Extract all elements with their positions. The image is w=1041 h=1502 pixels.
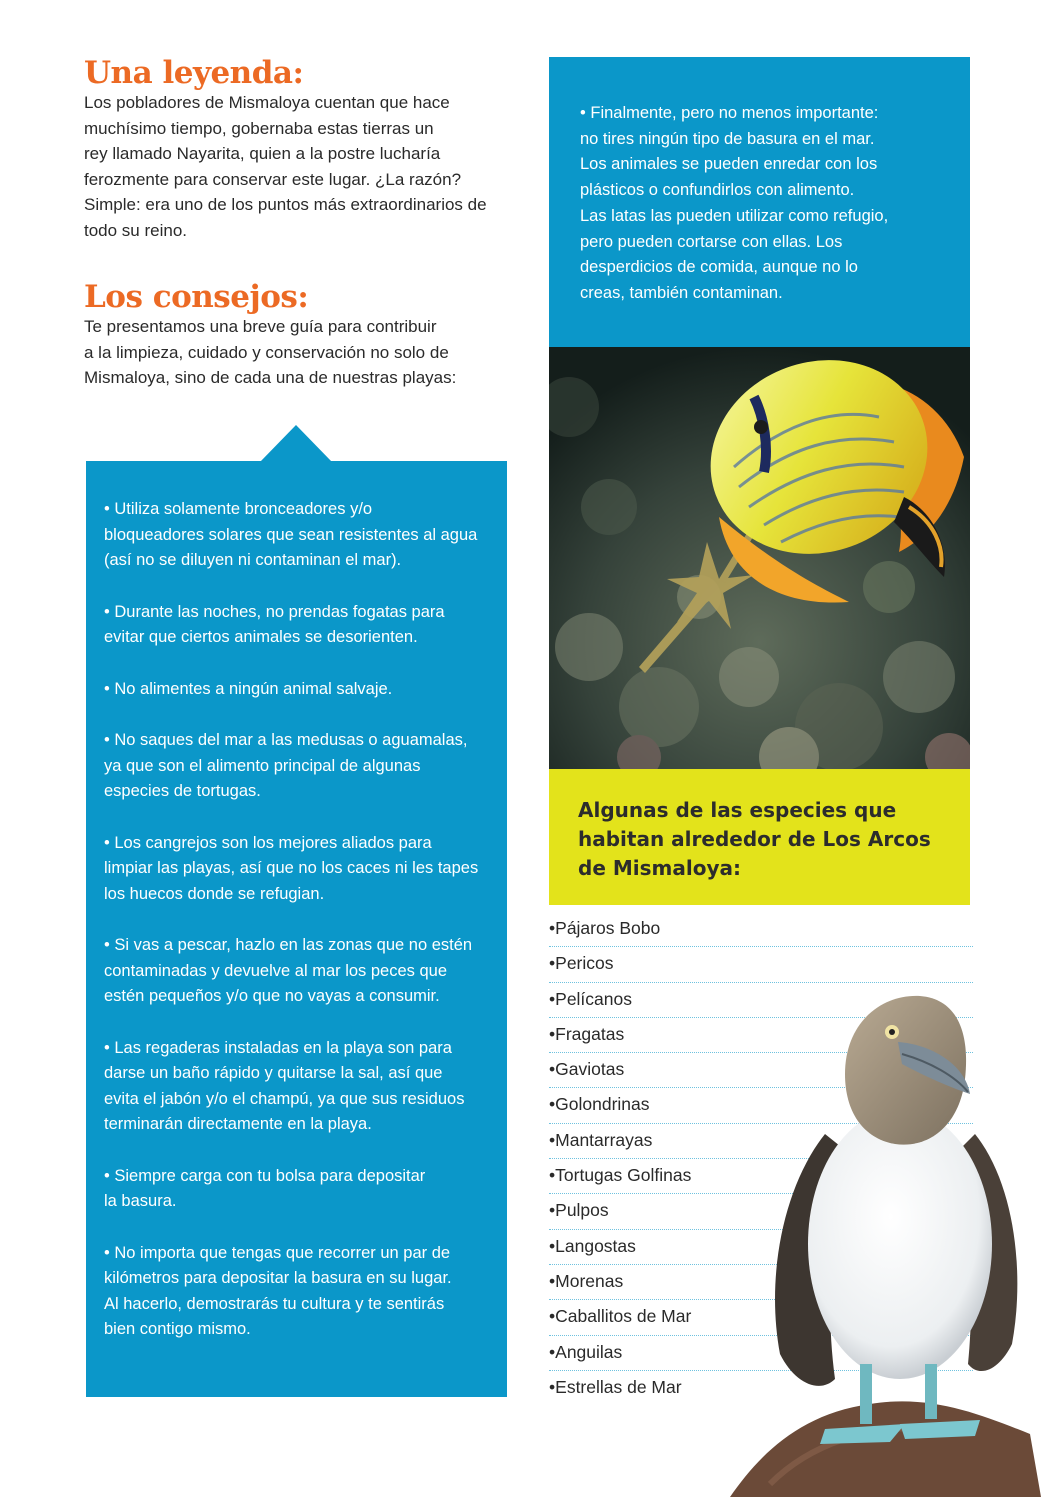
species-item: • Estrellas de Mar (549, 1371, 973, 1406)
tip-item: • Los cangrejos son los mejores aliados para limpiar las playas, así que no los caces ni les tapes los huecos donde se refugian. (104, 833, 479, 903)
species-item: • Pulpos (549, 1194, 973, 1229)
booby-bird-illustration (730, 984, 1041, 1497)
final-tip-text: • Finalmente, pero no menos importante: no tires ningún tipo de basura en el mar. Los animales se pueden enredar con los plásticos o confundirlos con alimento. Las latas las pueden utilizar como refugio, pero pueden cortarse con ellas. Los desperdicios de comida, aunque no lo creas, también contaminan. (580, 104, 889, 302)
tips-title: Los consejos: (84, 279, 309, 315)
species-item: • Tortugas Golfinas (549, 1159, 973, 1194)
tip-item: • Utiliza solamente bronceadores y/o bloqueadores solares que sean resistentes al agua (así no se diluyen ni contaminan el mar). (104, 500, 478, 569)
blue-footed-booby-photo (730, 984, 1041, 1497)
species-item: • Pericos (549, 947, 973, 982)
tips-intro: Te presentamos una breve guía para contribuir a la limpieza, cuidado y conservación no solo de Mismaloya, sino de cada una de nuestras playas: (84, 317, 457, 387)
tips-pointer-arrow (260, 425, 332, 462)
species-heading: Algunas de las especies que habitan alrededor de Los Arcos de Mismaloya: (578, 798, 931, 880)
tip-item: • Si vas a pescar, hazlo en las zonas que no estén contaminadas y devuelve al mar los peces que estén pequeños y/o que no vayas a consumir. (104, 936, 473, 1005)
species-item: • Gaviotas (549, 1053, 973, 1088)
tip-item: • No alimentes a ningún animal salvaje. (104, 679, 393, 698)
species-item: • Langostas (549, 1230, 973, 1265)
species-item: • Caballitos de Mar (549, 1300, 973, 1335)
species-item: • Pájaros Bobo (549, 912, 973, 947)
species-item: • Mantarrayas (549, 1124, 973, 1159)
final-tip-panel (549, 57, 970, 347)
tips-panel (86, 461, 507, 1397)
species-item: • Anguilas (549, 1336, 973, 1371)
tip-item: • Durante las noches, no prendas fogatas para evitar que ciertos animales se desorienten. (104, 602, 445, 646)
tip-item: • No saques del mar a las medusas o aguamalas, ya que son el alimento principal de algunas especies de tortugas. (104, 731, 468, 800)
species-item: • Golondrinas (549, 1088, 973, 1123)
tip-item: • No importa que tengas que recorrer un par de kilómetros para depositar la basura en su lugar. Al hacerlo, demostrarás tu cultura y te sentirás bien contigo mismo. (104, 1243, 452, 1338)
butterflyfish-illustration (549, 347, 970, 769)
tip-item: • Las regaderas instaladas en la playa son para darse un baño rápido y quitarse la sal, así que evita el jabón y/o el champú, ya que sus residuos terminarán directamente en la playa. (104, 1038, 465, 1133)
legend-title: Una leyenda: (84, 55, 304, 91)
species-heading-panel (549, 769, 970, 905)
species-item: • Pelícanos (549, 983, 973, 1018)
tip-item: • Siempre carga con tu bolsa para depositar la basura. (104, 1166, 426, 1210)
species-item: • Morenas (549, 1265, 973, 1300)
legend-text: Los pobladores de Mismaloya cuentan que hace muchísimo tiempo, gobernaba estas tierras un rey llamado Nayarita, quien a la postre lucharía ferozmente para conservar este lugar. ¿La razón? Simple: era uno de los puntos más extraordinarios de todo su reino. (84, 93, 487, 240)
butterflyfish-photo (549, 347, 970, 769)
species-item: • Fragatas (549, 1018, 973, 1053)
